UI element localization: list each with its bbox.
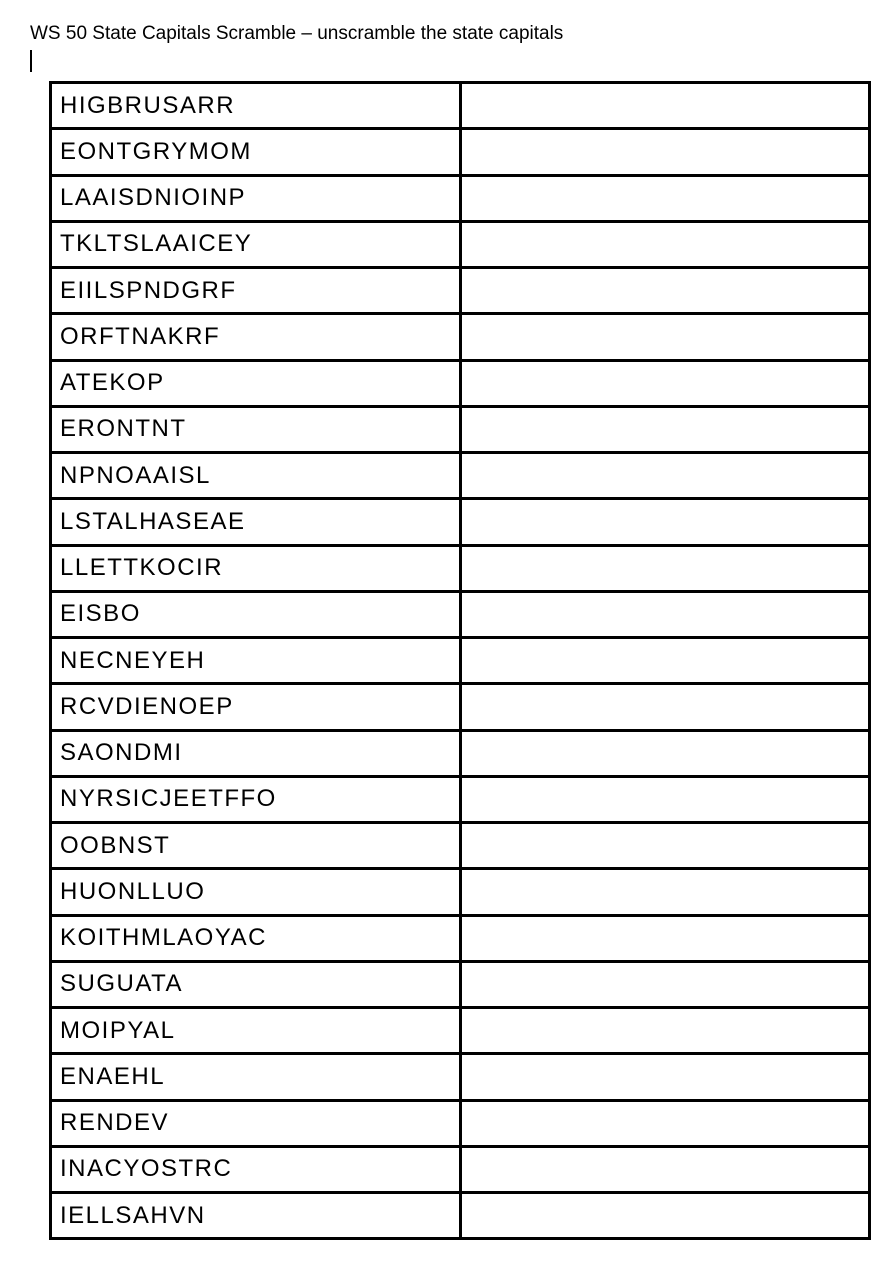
scrambled-word-cell: NECNEYEH: [51, 638, 461, 684]
scrambled-word-cell: RENDEV: [51, 1100, 461, 1146]
table-row: [51, 823, 870, 869]
document-title: WS 50 State Capitals Scramble – unscramble the state capitals: [30, 23, 564, 44]
answer-cell[interactable]: [461, 453, 870, 499]
scrambled-word-cell: ATEKOP: [51, 360, 461, 406]
table-row: [51, 499, 870, 545]
answer-cell[interactable]: [461, 961, 870, 1007]
table-row: [51, 1193, 870, 1239]
answer-cell[interactable]: [461, 730, 870, 776]
table-row: [51, 961, 870, 1007]
answer-cell[interactable]: [461, 268, 870, 314]
answer-cell[interactable]: [461, 1100, 870, 1146]
scrambled-word-cell: NYRSICJEETFFO: [51, 776, 461, 822]
scrambled-word-cell: RCVDIENOEP: [51, 684, 461, 730]
answer-cell[interactable]: [461, 221, 870, 267]
table-row: [51, 915, 870, 961]
table-row: [51, 545, 870, 591]
answer-cell[interactable]: [461, 360, 870, 406]
table-row: [51, 869, 870, 915]
answer-cell[interactable]: [461, 684, 870, 730]
table-row: [51, 175, 870, 221]
scrambled-word-cell: IELLSAHVN: [51, 1193, 461, 1239]
answer-cell[interactable]: [461, 1054, 870, 1100]
scrambled-word-cell: MOIPYAL: [51, 1008, 461, 1054]
scrambled-word-cell: SUGUATA: [51, 961, 461, 1007]
table-row: [51, 314, 870, 360]
table-row: [51, 406, 870, 452]
scrambled-word-cell: ENAEHL: [51, 1054, 461, 1100]
scrambled-word-cell: INACYOSTRC: [51, 1146, 461, 1192]
table-row: [51, 684, 870, 730]
table-row: [51, 83, 870, 129]
scrambled-word-cell: HUONLLUO: [51, 869, 461, 915]
table-row: [51, 776, 870, 822]
table-row: [51, 638, 870, 684]
scrambled-word-cell: EISBO: [51, 591, 461, 637]
answer-cell[interactable]: [461, 406, 870, 452]
answer-cell[interactable]: [461, 591, 870, 637]
table-row: [51, 1054, 870, 1100]
scrambled-word-cell: ERONTNT: [51, 406, 461, 452]
scrambled-word-cell: KOITHMLAOYAC: [51, 915, 461, 961]
scrambled-word-cell: TKLTSLAAICEY: [51, 221, 461, 267]
scramble-table: [49, 81, 871, 1240]
answer-cell[interactable]: [461, 869, 870, 915]
table-row: [51, 591, 870, 637]
table-row: [51, 360, 870, 406]
answer-cell[interactable]: [461, 638, 870, 684]
answer-cell[interactable]: [461, 1193, 870, 1239]
answer-cell[interactable]: [461, 1146, 870, 1192]
answer-cell[interactable]: [461, 1008, 870, 1054]
scrambled-word-cell: LSTALHASEAE: [51, 499, 461, 545]
answer-cell[interactable]: [461, 499, 870, 545]
scrambled-word-cell: SAONDMI: [51, 730, 461, 776]
answer-cell[interactable]: [461, 545, 870, 591]
answer-cell[interactable]: [461, 823, 870, 869]
scrambled-word-cell: NPNOAAISL: [51, 453, 461, 499]
answer-cell[interactable]: [461, 915, 870, 961]
table-row: [51, 268, 870, 314]
table-row: [51, 1008, 870, 1054]
answer-cell[interactable]: [461, 314, 870, 360]
scrambled-word-cell: EONTGRYMOM: [51, 129, 461, 175]
table-row: [51, 1100, 870, 1146]
scrambled-word-cell: HIGBRUSARR: [51, 83, 461, 129]
table-row: [51, 221, 870, 267]
table-row: [51, 453, 870, 499]
scramble-table-body: [51, 83, 870, 1239]
answer-cell[interactable]: [461, 83, 870, 129]
answer-cell[interactable]: [461, 129, 870, 175]
scrambled-word-cell: LAAISDNIOINP: [51, 175, 461, 221]
answer-cell[interactable]: [461, 175, 870, 221]
answer-cell[interactable]: [461, 776, 870, 822]
scrambled-word-cell: ORFTNAKRF: [51, 314, 461, 360]
table-row: [51, 129, 870, 175]
table-row: [51, 1146, 870, 1192]
scrambled-word-cell: EIILSPNDGRF: [51, 268, 461, 314]
scrambled-word-cell: OOBNST: [51, 823, 461, 869]
table-row: [51, 730, 870, 776]
scrambled-word-cell: LLETTKOCIR: [51, 545, 461, 591]
text-cursor: [30, 50, 32, 72]
